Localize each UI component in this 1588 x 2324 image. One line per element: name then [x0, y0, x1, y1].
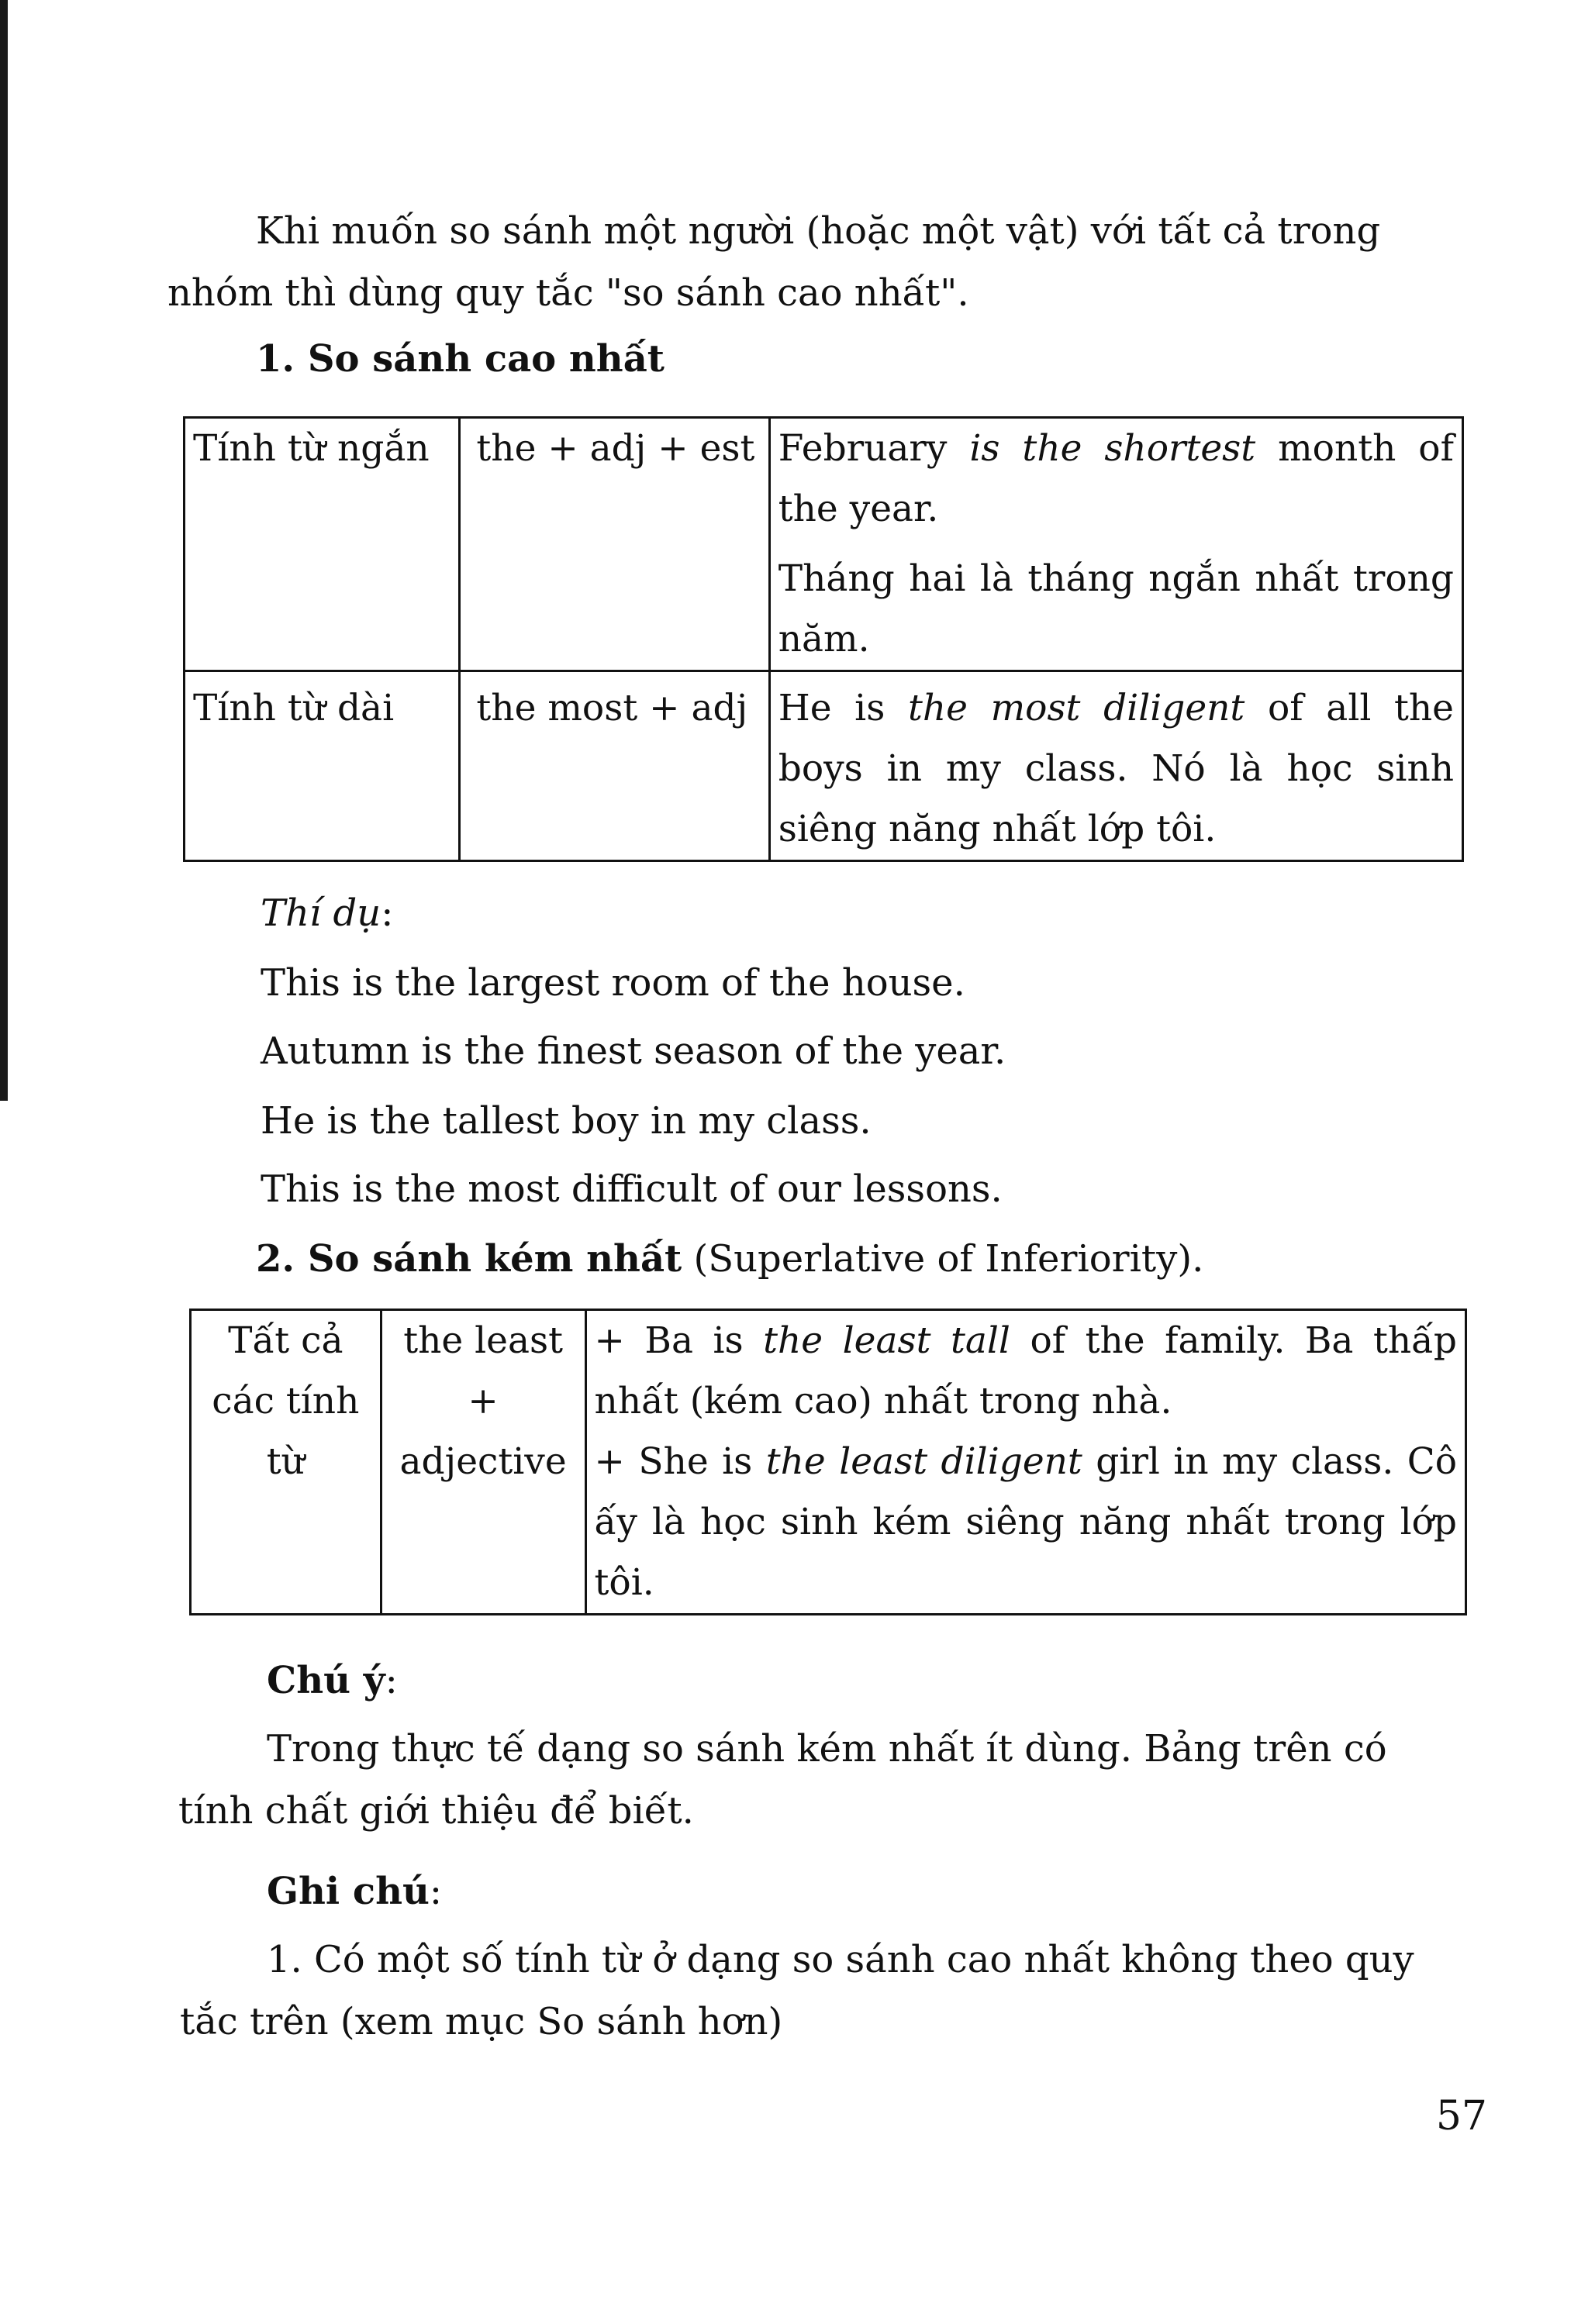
page-number: 57	[1435, 2093, 1487, 2140]
rule-text: the + adj + est	[476, 427, 755, 470]
inferiority-table	[189, 1309, 1467, 1615]
example-sentence: He is the tallest boy in my class.	[261, 1099, 872, 1143]
note-label: Chú ý:	[267, 1659, 398, 1702]
superlative-table	[183, 416, 1464, 862]
examples-label: Thí dụ:	[261, 891, 394, 935]
table-row	[191, 1310, 1466, 1615]
example-cell	[769, 418, 1462, 671]
note-line-2: tính chất giới thiệu để biết.	[178, 1789, 694, 1833]
section2-heading: 2. So sánh kém nhất (Superlative of Inferiority).	[256, 1237, 1204, 1281]
rule-text: the most + adj	[476, 687, 748, 729]
example-sentence: This is the largest room of the house.	[261, 961, 965, 1005]
scope-cell	[191, 1310, 381, 1615]
remark-label: Ghi chú:	[267, 1870, 443, 1913]
rule-cell	[381, 1310, 585, 1615]
table-row	[185, 671, 1463, 861]
adjective-type-cell	[185, 418, 460, 671]
note-line-1: Trong thực tế dạng so sánh kém nhất ít dùng. Bảng trên có	[267, 1727, 1387, 1771]
example-en: February is the shortest month of the year.	[778, 427, 1454, 530]
intro-line-2: nhóm thì dùng quy tắc "so sánh cao nhất".	[167, 271, 969, 315]
scope-text: Tất cả các tính từ	[212, 1319, 360, 1483]
section1-heading: 1. So sánh cao nhất	[256, 337, 665, 381]
remark-line-1: 1. Có một số tính từ ở dạng so sánh cao nhất không theo quy	[267, 1938, 1414, 1981]
example-sentence: Autumn is the finest season of the year.	[261, 1029, 1006, 1073]
example-2: + She is the least diligent girl in my class. Cô ấy là học sinh kém siêng năng nhất trong lớp tôi.	[594, 1440, 1457, 1604]
example-1: + Ba is the least tall of the family. Ba thấp nhất (kém cao) nhất trong nhà.	[594, 1319, 1457, 1422]
remark-line-2: tắc trên (xem mục So sánh hơn)	[180, 2000, 783, 2043]
rule-cell	[460, 418, 769, 671]
example-vi: Tháng hai là tháng ngắn nhất trong năm.	[778, 557, 1454, 660]
example-en: He is the most diligent of all the boys in my class. Nó là học sinh siêng năng nhất lớp tôi.	[778, 687, 1454, 850]
table-row	[185, 418, 1463, 671]
example-sentence: This is the most difficult of our lessons.	[261, 1167, 1003, 1211]
rule-cell	[460, 671, 769, 861]
intro-line-1: Khi muốn so sánh một người (hoặc một vật) với tất cả trong	[256, 209, 1381, 253]
adjective-type-cell	[185, 671, 460, 861]
rule-line: adjective	[399, 1440, 567, 1483]
rule-line: +	[468, 1380, 499, 1422]
example-cell	[585, 1310, 1465, 1615]
rule-line: the least	[403, 1319, 563, 1362]
row-label: Tính từ dài	[193, 687, 395, 729]
row-label: Tính từ ngắn	[193, 427, 430, 470]
example-cell	[769, 671, 1462, 861]
